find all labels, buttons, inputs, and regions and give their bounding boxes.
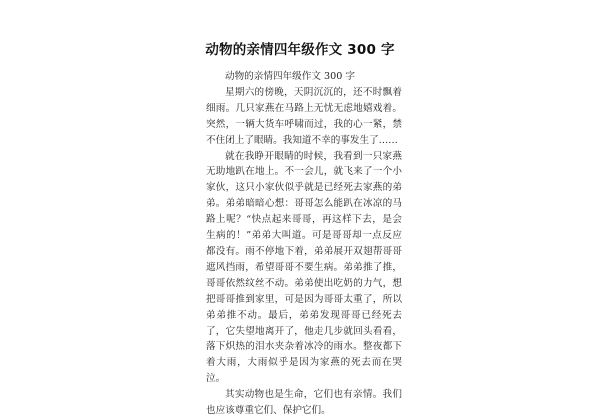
paragraph-2: 就在我睁开眼睛的时候，我看到一只家燕无助地趴在地上。不一会儿，就飞来了一个小家伙，这只小家伙似乎就是已经死去家燕的弟弟。弟弟暗暗心想：哥哥怎么能趴在冰凉的马路上呢？“快点起来哥哥，再这样下去，是会生病的！”弟弟大叫道。可是哥哥却一点反应都没有。雨不停地下着，弟弟展开双翅帮哥哥遮风挡雨，希望哥哥不要生病。弟弟推了推，哥哥依然纹丝不动。弟弟使出吃奶的力气，想把哥哥推到家里，可是因为哥哥太重了，所以弟弟推不动。最后，弟弟发现哥哥已经死去了，它失望地离开了，他走几步就回头看看，落下炽热的泪水夹杂着冰冷的雨水。整夜都下着大雨，大雨似乎是因为家燕的死去而在哭泣。 <box>206 150 402 385</box>
document-title: 动物的亲情四年级作文 300 字 <box>205 42 395 58</box>
paragraph-3: 其实动物也是生命，它们也有亲情。我们也应该尊重它们、保护它们。 <box>206 389 402 417</box>
article-subtitle: 动物的亲情四年级作文 300 字 <box>225 71 355 82</box>
paragraph-1: 星期六的傍晚，天阴沉沉的，还不时飘着细雨。几只家燕在马路上无忧无虑地嬉戏着。突然，一辆大货车呼啸而过，我的心一紧，禁不住闭上了眼睛。我知道不幸的事发生了…… <box>206 86 402 146</box>
article-body <box>206 69 402 419</box>
